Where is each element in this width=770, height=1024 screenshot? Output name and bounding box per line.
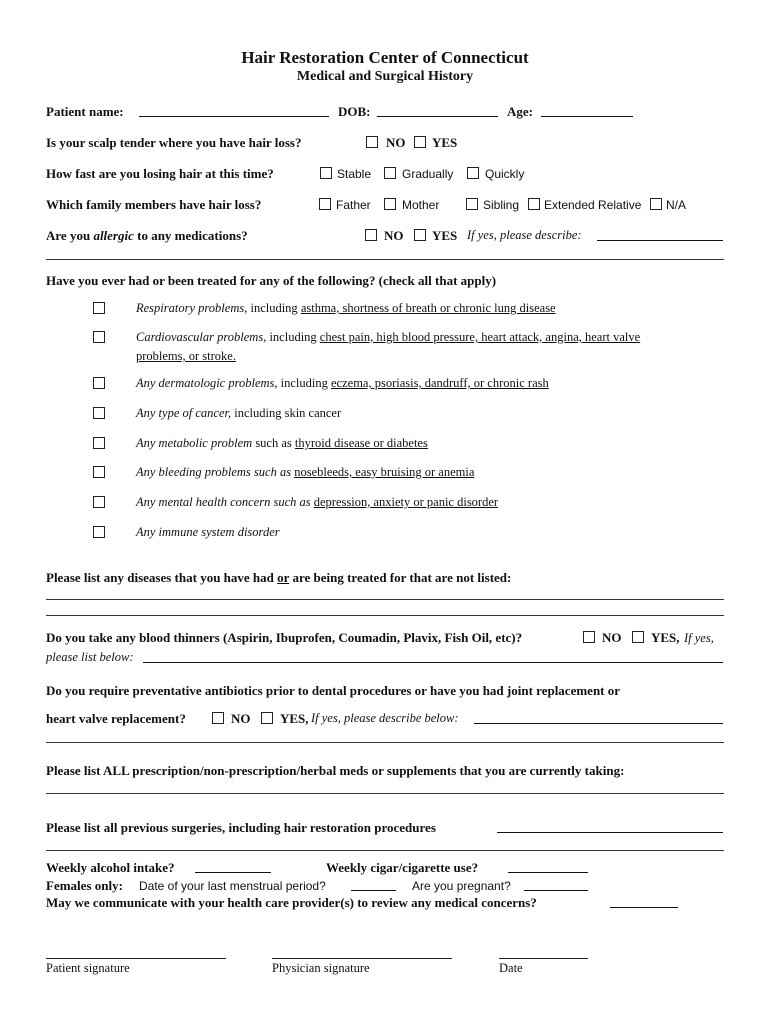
thinners-question: Do you take any blood thinners (Aspirin, Ibuprofen, Coumadin, Plavix, Fish Oil, etc)? xyxy=(46,630,523,645)
antibiotics-yes-checkbox[interactable] xyxy=(261,712,273,724)
thinners-list-label: please list below: xyxy=(46,650,134,664)
scalp-no-label: NO xyxy=(386,135,406,150)
patient-name-label: Patient name: xyxy=(46,104,124,119)
thinners-ifyes: If yes, xyxy=(684,631,714,645)
diseases-line[interactable] xyxy=(46,615,724,616)
antibiotics-question-line1: Do you require preventative antibiotics prior to dental procedures or have you had joint replacement or xyxy=(46,683,621,698)
condition-checkbox[interactable] xyxy=(93,526,105,538)
thinners-no-checkbox[interactable] xyxy=(583,631,595,643)
meds-question: Please list ALL prescription/non-prescription/herbal meds or supplements that you are currently taking: xyxy=(46,763,625,778)
surgeries-line[interactable] xyxy=(46,850,724,851)
diseases-question: Please list any diseases that you have had or are being treated for that are not listed: xyxy=(46,570,512,585)
speed-stable-checkbox[interactable] xyxy=(320,167,332,179)
alcohol-label: Weekly alcohol intake? xyxy=(46,860,175,875)
surgeries-question: Please list all previous surgeries, including hair restoration procedures xyxy=(46,820,436,835)
condition-item: Any bleeding problems such as nosebleeds, easy bruising or anemia xyxy=(136,465,475,479)
allergy-no-label: NO xyxy=(384,228,404,243)
family-na-checkbox[interactable] xyxy=(650,198,662,210)
family-father-checkbox[interactable] xyxy=(319,198,331,210)
patient-signature-label: Patient signature xyxy=(46,961,130,975)
condition-item: Any metabolic problem such as thyroid disease or diabetes xyxy=(136,436,428,450)
antibiotics-yes-label: YES, xyxy=(280,711,309,726)
condition-checkbox[interactable] xyxy=(93,407,105,419)
speed-quickly-checkbox[interactable] xyxy=(467,167,479,179)
thinners-no-label: NO xyxy=(602,630,622,645)
family-extended-label: Extended Relative xyxy=(544,198,642,212)
pregnant-field[interactable] xyxy=(524,880,588,891)
antibiotics-line[interactable] xyxy=(46,742,724,743)
family-na-label: N/A xyxy=(666,198,687,212)
family-sibling-checkbox[interactable] xyxy=(466,198,478,210)
meds-line[interactable] xyxy=(46,793,724,794)
alcohol-field[interactable] xyxy=(195,862,271,873)
scalp-question: Is your scalp tender where you have hair loss? xyxy=(46,135,302,150)
communicate-question: May we communicate with your health care provider(s) to review any medical concerns? xyxy=(46,895,537,910)
cigar-field[interactable] xyxy=(508,862,588,873)
menstrual-field[interactable] xyxy=(351,880,396,891)
form-subtitle: Medical and Surgical History xyxy=(296,69,474,84)
condition-checkbox[interactable] xyxy=(93,331,105,343)
date-label: Date xyxy=(499,961,523,975)
thinners-yes-label: YES, xyxy=(651,630,680,645)
form-title: Hair Restoration Center of Connecticut xyxy=(241,48,529,67)
condition-checkbox[interactable] xyxy=(93,466,105,478)
thinners-yes-checkbox[interactable] xyxy=(632,631,644,643)
speed-stable-label: Stable xyxy=(337,167,372,181)
cigar-label: Weekly cigar/cigarette use? xyxy=(326,860,479,875)
condition-item: Cardiovascular problems, including chest pain, high blood pressure, heart attack, angina, heart valve xyxy=(136,330,641,344)
family-sibling-label: Sibling xyxy=(483,198,520,212)
dob-label: DOB: xyxy=(338,104,371,119)
condition-item: Any type of cancer, including skin cancer xyxy=(136,406,342,420)
speed-question: How fast are you losing hair at this time? xyxy=(46,166,274,181)
allergy-question: Are you allergic to any medications? xyxy=(46,228,248,243)
thinners-list-field[interactable] xyxy=(143,652,723,663)
condition-item: Any mental health concern such as depression, anxiety or panic disorder xyxy=(136,495,499,509)
females-label: Females only: xyxy=(46,878,123,893)
patient-name-field[interactable] xyxy=(139,106,329,117)
condition-item-continued: problems, or stroke. xyxy=(136,349,236,363)
antibiotics-describe-field[interactable] xyxy=(474,713,723,724)
allergy-describe-field[interactable] xyxy=(597,230,723,241)
allergy-extra-line[interactable] xyxy=(46,259,724,260)
family-extended-checkbox[interactable] xyxy=(528,198,540,210)
antibiotics-question-line2: heart valve replacement? xyxy=(46,711,186,726)
scalp-yes-checkbox[interactable] xyxy=(414,136,426,148)
antibiotics-no-checkbox[interactable] xyxy=(212,712,224,724)
pregnant-label: Are you pregnant? xyxy=(412,879,511,893)
conditions-heading: Have you ever had or been treated for any of the following? (check all that apply) xyxy=(46,273,497,288)
speed-gradually-checkbox[interactable] xyxy=(384,167,396,179)
scalp-no-checkbox[interactable] xyxy=(366,136,378,148)
family-question: Which family members have hair loss? xyxy=(46,197,262,212)
communicate-field[interactable] xyxy=(610,897,678,908)
scalp-yes-label: YES xyxy=(432,135,458,150)
age-field[interactable] xyxy=(541,106,633,117)
antibiotics-describe-label: If yes, please describe below: xyxy=(311,711,459,725)
menstrual-label: Date of your last menstrual period? xyxy=(139,879,326,893)
condition-checkbox[interactable] xyxy=(93,302,105,314)
patient-signature-line[interactable] xyxy=(46,958,226,959)
family-father-label: Father xyxy=(336,198,371,212)
diseases-line[interactable] xyxy=(46,599,724,600)
dob-field[interactable] xyxy=(377,106,498,117)
speed-gradually-label: Gradually xyxy=(402,167,454,181)
allergy-describe-label: If yes, please describe: xyxy=(467,228,582,242)
surgeries-field[interactable] xyxy=(497,822,723,833)
physician-signature-label: Physician signature xyxy=(272,961,370,975)
condition-checkbox[interactable] xyxy=(93,377,105,389)
condition-checkbox[interactable] xyxy=(93,496,105,508)
date-line[interactable] xyxy=(499,958,588,959)
allergy-yes-checkbox[interactable] xyxy=(414,229,426,241)
allergy-yes-label: YES xyxy=(432,228,458,243)
condition-checkbox[interactable] xyxy=(93,437,105,449)
age-label: Age: xyxy=(507,104,533,119)
antibiotics-no-label: NO xyxy=(231,711,251,726)
speed-quickly-label: Quickly xyxy=(485,167,525,181)
condition-item: Any dermatologic problems, including eczema, psoriasis, dandruff, or chronic rash xyxy=(136,376,549,390)
physician-signature-line[interactable] xyxy=(272,958,452,959)
condition-item: Any immune system disorder xyxy=(136,525,280,539)
condition-item: Respiratory problems, including asthma, shortness of breath or chronic lung disease xyxy=(136,301,556,315)
family-mother-label: Mother xyxy=(402,198,440,212)
allergy-no-checkbox[interactable] xyxy=(365,229,377,241)
family-mother-checkbox[interactable] xyxy=(384,198,396,210)
